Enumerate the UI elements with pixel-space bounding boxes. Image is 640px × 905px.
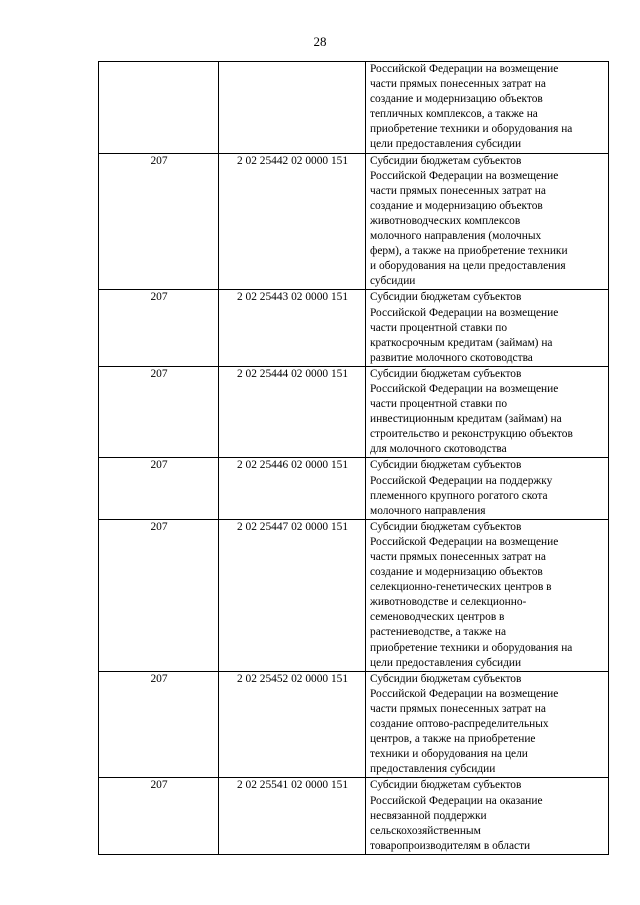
- admin-code-cell: 207: [99, 778, 219, 854]
- budget-code-cell: 2 02 25541 02 0000 151: [219, 778, 366, 854]
- revenue-name-cell: [366, 153, 609, 290]
- revenue-name-line: Субсидии бюджетам субъектов: [370, 459, 522, 472]
- revenue-name-line: Российской Федерации на оказание: [370, 794, 543, 807]
- revenue-name-cell: [366, 62, 609, 154]
- revenue-name-line: создание и модернизацию объектов: [370, 199, 543, 212]
- revenue-name-line: части прямых понесенных затрат на: [370, 78, 546, 91]
- budget-code-cell: 2 02 25442 02 0000 151: [219, 153, 366, 290]
- revenue-name-line: части прямых понесенных затрат на: [370, 551, 546, 563]
- revenue-name-line: предоставления субсидии: [370, 763, 496, 776]
- revenue-name-line: создание и модернизацию объектов: [370, 93, 543, 106]
- budget-code-cell: 2 02 25446 02 0000 151: [219, 458, 366, 519]
- revenue-name-line: строительство и реконструкцию объектов: [370, 428, 573, 441]
- table-body: [99, 62, 609, 855]
- revenue-name-line: техники и оборудования на цели: [370, 748, 528, 761]
- revenue-name-line: для молочного скотоводства: [370, 443, 507, 456]
- revenue-name-cell: [366, 290, 609, 366]
- table-row: [99, 366, 609, 458]
- revenue-name-line: краткосрочным кредитам (займам) на: [370, 336, 553, 349]
- revenue-name-line: несвязанной поддержки: [370, 809, 487, 822]
- revenue-name-line: товаропроизводителям в области: [370, 839, 531, 852]
- revenue-name-line: цели предоставления субсидии: [370, 138, 522, 151]
- table-row: [99, 153, 609, 290]
- revenue-name-line: развитие молочного скотоводства: [370, 351, 533, 364]
- budget-classification-table: [98, 61, 609, 855]
- admin-code-cell: 207: [99, 458, 219, 519]
- revenue-name-line: селекционно-генетических центров в: [370, 581, 552, 594]
- revenue-name-line: Российской Федерации на возмещение: [370, 169, 559, 182]
- revenue-name-line: молочного направления: [370, 504, 486, 517]
- revenue-name-cell: [366, 366, 609, 458]
- table-row: [99, 458, 609, 519]
- revenue-name-line: растениеводстве, а также на: [370, 626, 507, 639]
- admin-code-cell: [99, 62, 219, 154]
- revenue-name-line: Субсидии бюджетам субъектов: [370, 779, 522, 792]
- revenue-name-line: центров, а также на приобретение: [370, 733, 536, 746]
- budget-code-cell: 2 02 25443 02 0000 151: [219, 290, 366, 366]
- revenue-name-cell: [366, 778, 609, 854]
- revenue-name-line: Российской Федерации на возмещение: [370, 535, 559, 548]
- admin-code-cell: 207: [99, 519, 219, 671]
- revenue-name-cell: [366, 519, 609, 671]
- table-row: [99, 290, 609, 366]
- revenue-name-line: Субсидии бюджетам субъектов: [370, 367, 522, 380]
- revenue-name-line: части прямых понесенных затрат на: [370, 702, 546, 715]
- revenue-name-line: части процентной ставки по: [370, 398, 508, 411]
- revenue-name-line: тепличных комплексов, а также на: [370, 108, 538, 121]
- admin-code-cell: 207: [99, 366, 219, 458]
- revenue-name-line: приобретение техники и оборудования на: [370, 123, 573, 136]
- table-row: [99, 519, 609, 671]
- admin-code-cell: 207: [99, 290, 219, 366]
- revenue-name-line: приобретение техники и оборудования на: [370, 641, 573, 654]
- revenue-name-line: Российской Федерации на возмещение: [370, 687, 559, 700]
- revenue-name-line: Субсидии бюджетам субъектов: [370, 154, 522, 167]
- revenue-name-line: животноводческих комплексов: [370, 214, 521, 227]
- revenue-name-line: создание оптово-распределительных: [370, 718, 549, 731]
- revenue-name-line: Субсидии бюджетам субъектов: [370, 672, 522, 685]
- budget-code-cell: [219, 62, 366, 154]
- revenue-name-line: племенного крупного рогатого скота: [370, 489, 548, 502]
- revenue-name-cell: [366, 671, 609, 778]
- budget-code-cell: 2 02 25444 02 0000 151: [219, 366, 366, 458]
- revenue-name-cell: [366, 458, 609, 519]
- revenue-name-line: и оборудования на цели предоставления: [370, 260, 566, 273]
- revenue-name-line: ферм), а также на приобретение техники: [370, 245, 568, 258]
- revenue-name-line: Российской Федерации на возмещение: [370, 382, 559, 395]
- budget-code-cell: 2 02 25447 02 0000 151: [219, 519, 366, 671]
- table-row: [99, 62, 609, 154]
- revenue-name-line: части процентной ставки по: [370, 321, 508, 334]
- admin-code-cell: 207: [99, 153, 219, 290]
- revenue-name-line: Субсидии бюджетам субъектов: [370, 291, 522, 304]
- revenue-name-line: Российской Федерации на возмещение: [370, 306, 559, 319]
- table-row: [99, 778, 609, 854]
- revenue-name-line: части прямых понесенных затрат на: [370, 184, 546, 197]
- revenue-name-line: цели предоставления субсидии: [370, 656, 522, 669]
- budget-code-cell: 2 02 25452 02 0000 151: [219, 671, 366, 778]
- revenue-name-line: инвестиционным кредитам (займам) на: [370, 413, 562, 426]
- revenue-name-line: молочного направления (молочных: [370, 230, 542, 243]
- revenue-name-line: семеноводческих центров в: [370, 611, 505, 624]
- revenue-name-line: Российской Федерации на поддержку: [370, 474, 553, 487]
- revenue-name-line: создание и модернизацию объектов: [370, 566, 543, 579]
- revenue-name-line: субсидии: [370, 275, 416, 288]
- revenue-name-line: Субсидии бюджетам субъектов: [370, 520, 522, 533]
- page-number: 28: [313, 34, 327, 49]
- revenue-name-line: животноводстве и селекционно-: [370, 596, 527, 609]
- table-row: [99, 671, 609, 778]
- admin-code-cell: 207: [99, 671, 219, 778]
- revenue-name-line: сельскохозяйственным: [370, 824, 481, 837]
- revenue-name-line: Российской Федерации на возмещение: [370, 63, 559, 75]
